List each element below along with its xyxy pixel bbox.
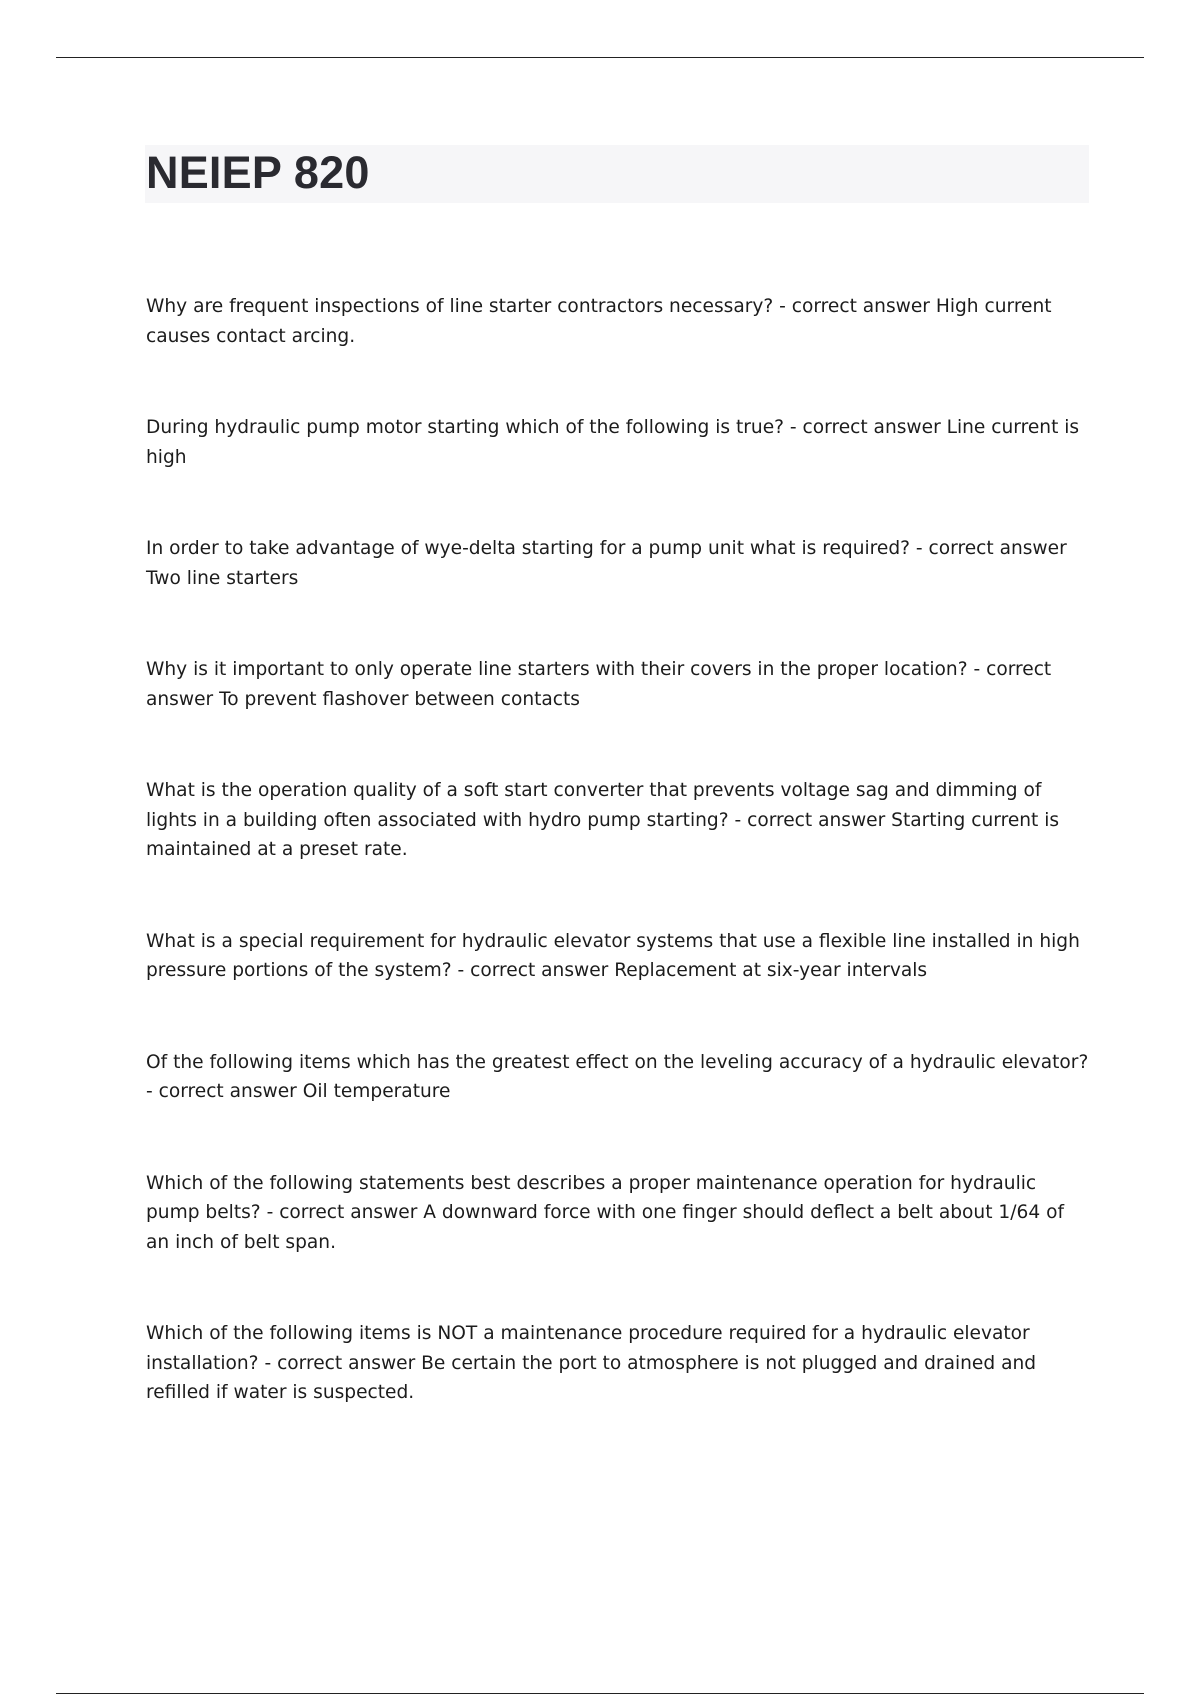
document-title: NEIEP 820 (146, 147, 370, 198)
qa-item: Of the following items which has the greatest effect on the leveling accuracy of a hydraulic elevator? - correct answer Oil temperature (146, 1051, 1089, 1102)
qa-item: Why is it important to only operate line starters with their covers in the proper location? - correct answer To prevent flashover between contacts (146, 659, 1052, 710)
top-divider (56, 57, 1144, 58)
qa-item: What is the operation quality of a soft start converter that prevents voltage sag and dimming of lights in a building often associated with hydro pump starting? - correct answer Starting current is maintained at a preset rate. (146, 780, 1060, 860)
bottom-divider (56, 1693, 1144, 1694)
question-answer-list (146, 292, 1092, 1470)
qa-item: During hydraulic pump motor starting which of the following is true? - correct answer Line current is high (146, 417, 1080, 468)
qa-item: In order to take advantage of wye-delta starting for a pump unit what is required? - correct answer Two line starters (146, 538, 1067, 589)
qa-item: Which of the following items is NOT a maintenance procedure required for a hydraulic elevator installation? - correct answer Be certain the port to atmosphere is not plugged and drained and refilled if water is suspected. (146, 1323, 1037, 1403)
qa-item: What is a special requirement for hydraulic elevator systems that use a flexible line installed in high pressure portions of the system? - correct answer Replacement at six-year intervals (146, 930, 1080, 981)
qa-item: Which of the following statements best describes a proper maintenance operation for hydraulic pump belts? - correct answer A downward force with one finger should deflect a belt about 1/64 of an inch of belt span. (146, 1172, 1064, 1253)
qa-item: Why are frequent inspections of line starter contractors necessary? - correct answer High current causes contact arcing. (146, 296, 1052, 347)
